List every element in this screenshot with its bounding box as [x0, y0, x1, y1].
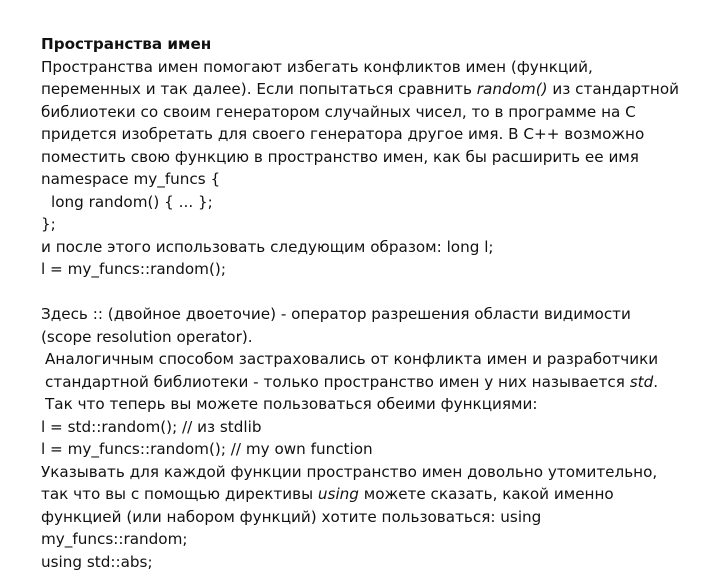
std-emphasis: std	[630, 373, 654, 391]
code-namespace-body: long random() { ... };	[41, 191, 681, 214]
using-directive-paragraph	[41, 461, 681, 551]
std-text-end: . Так что теперь вы можете пользоваться обеими функциями:	[45, 373, 658, 414]
slide-content	[41, 33, 681, 573]
slide-title: Пространства имен	[41, 33, 681, 56]
using-text-end: можете сказать, какой именно функцией (или набором функций) хотите пользоваться: using my_funcs::random;	[41, 485, 614, 548]
scope-operator-paragraph: Здесь :: (двойное двоеточие) - оператор разрешения области видимости (scope resolution operator).	[41, 303, 681, 348]
code-usage-call: l = my_funcs::random();	[41, 258, 681, 281]
using-emphasis: using	[318, 485, 359, 503]
code-std-random: l = std::random(); // из stdlib	[41, 416, 681, 439]
paragraph-gap	[41, 281, 681, 304]
std-text-start: Аналогичным способом застраховались от конфликта имен и разработчики стандартной библиотеки - только пространство имен у них называется	[45, 350, 658, 391]
code-my-funcs-random: l = my_funcs::random(); // my own function	[41, 438, 681, 461]
code-using-std-abs: using std::abs;	[41, 551, 681, 573]
using-text-start: Указывать для каждой функции пространство имен довольно утомительно, так что вы с помощью директивы	[41, 463, 657, 504]
intro-text-end: из стандартной библиотеки со своим генератором случайных чисел, то в программе на С придется изобретать для своего генератора другое имя. В С++ возможно поместить свою функцию в пространство имен, как бы расширить ее имя	[41, 80, 679, 166]
usage-line: и после этого использовать следующим образом: long l;	[41, 236, 681, 259]
intro-text-start: Пространства имен помогают избегать конфликтов имен (функций, переменных и так далее). Если попытаться сравнить	[41, 58, 593, 99]
intro-paragraph	[41, 56, 681, 169]
code-namespace-open: namespace my_funcs {	[41, 168, 681, 191]
code-namespace-close: };	[41, 213, 681, 236]
intro-emphasis-random: random()	[477, 80, 548, 98]
std-namespace-paragraph	[41, 348, 681, 416]
